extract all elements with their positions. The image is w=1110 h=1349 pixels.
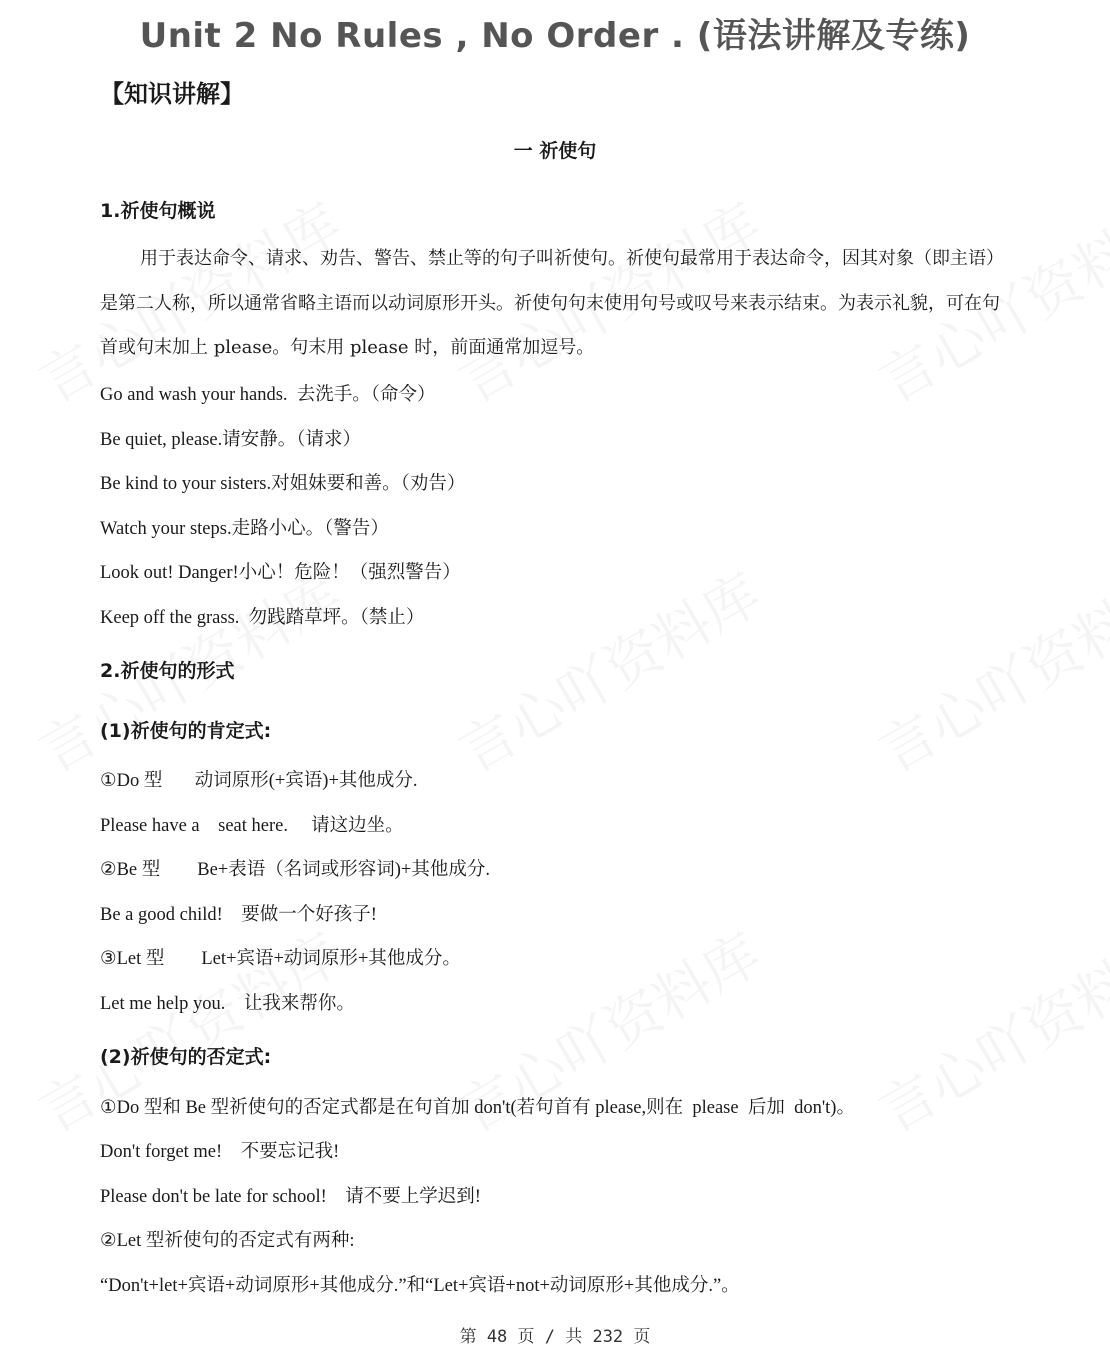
subheading-affirmative: (1)祈使句的肯定式: [100, 720, 272, 742]
subheading-negative: (2)祈使句的否定式: [100, 1046, 272, 1068]
negative-line: Please don't be late for school! 请不要上学迟到! [100, 1187, 481, 1207]
example-line: Watch your steps.走路小心。（警告） [100, 519, 389, 539]
example-line: Go and wash your hands. 去洗手。（命令） [100, 385, 436, 405]
example-line: Look out! Danger!小心！危险！（强烈警告） [100, 563, 461, 583]
affirmative-line: ③Let 型 Let+宾语+动词原形+其他成分。 [100, 949, 461, 969]
negative-line: “Don't+let+宾语+动词原形+其他成分.”和“Let+宾语+not+动词原形+其他成分.”。 [100, 1276, 740, 1296]
watermark [863, 911, 1110, 1148]
affirmative-line: Please have a seat here. 请这边坐。 [100, 816, 404, 836]
affirmative-line: Let me help you. 让我来帮你。 [100, 994, 355, 1014]
watermark [863, 551, 1110, 788]
example-line: Be quiet, please.请安静。（请求） [100, 430, 362, 450]
intro-paragraph [100, 237, 1015, 371]
section-heading: 一 祈使句 [513, 140, 597, 162]
affirmative-line: ①Do 型 动词原形(+宾语)+其他成分. [100, 771, 418, 791]
subheading-overview: 1.祈使句概说 [100, 200, 216, 222]
watermark [443, 551, 774, 788]
affirmative-line: Be a good child! 要做一个好孩子! [100, 905, 377, 925]
negative-line: ①Do 型和 Be 型祈使句的否定式都是在句首加 don't(若句首有 please,则在 please 后加 don't)。 [100, 1098, 855, 1118]
page-number: 第 48 页 / 共 232 页 [459, 1327, 651, 1347]
example-line: Keep off the grass. 勿践踏草坪。（禁止） [100, 608, 425, 628]
section-label: 【知识讲解】 [100, 80, 244, 108]
page-title: Unit 2 No Rules , No Order . (语法讲解及专练) [139, 16, 971, 56]
subheading-forms: 2.祈使句的形式 [100, 660, 235, 682]
negative-line: Don't forget me! 不要忘记我! [100, 1142, 340, 1162]
example-line: Be kind to your sisters.对姐妹要和善。（劝告） [100, 474, 466, 494]
affirmative-line: ②Be 型 Be+表语（名词或形容词)+其他成分. [100, 860, 490, 880]
negative-line: ②Let 型祈使句的否定式有两种: [100, 1231, 355, 1251]
intro-text: 用于表达命令、请求、劝告、警告、禁止等的句子叫祈使句。祈使句最常用于表达命令，因其对象（即主语）是第二人称，所以通常省略主语而以动词原形开头。祈使句句末使用句号或叹号来表示结束。为表示礼貌，可在句首或句末加上 please。句末用 please 时，前面通常加逗号。 [100, 248, 1004, 358]
